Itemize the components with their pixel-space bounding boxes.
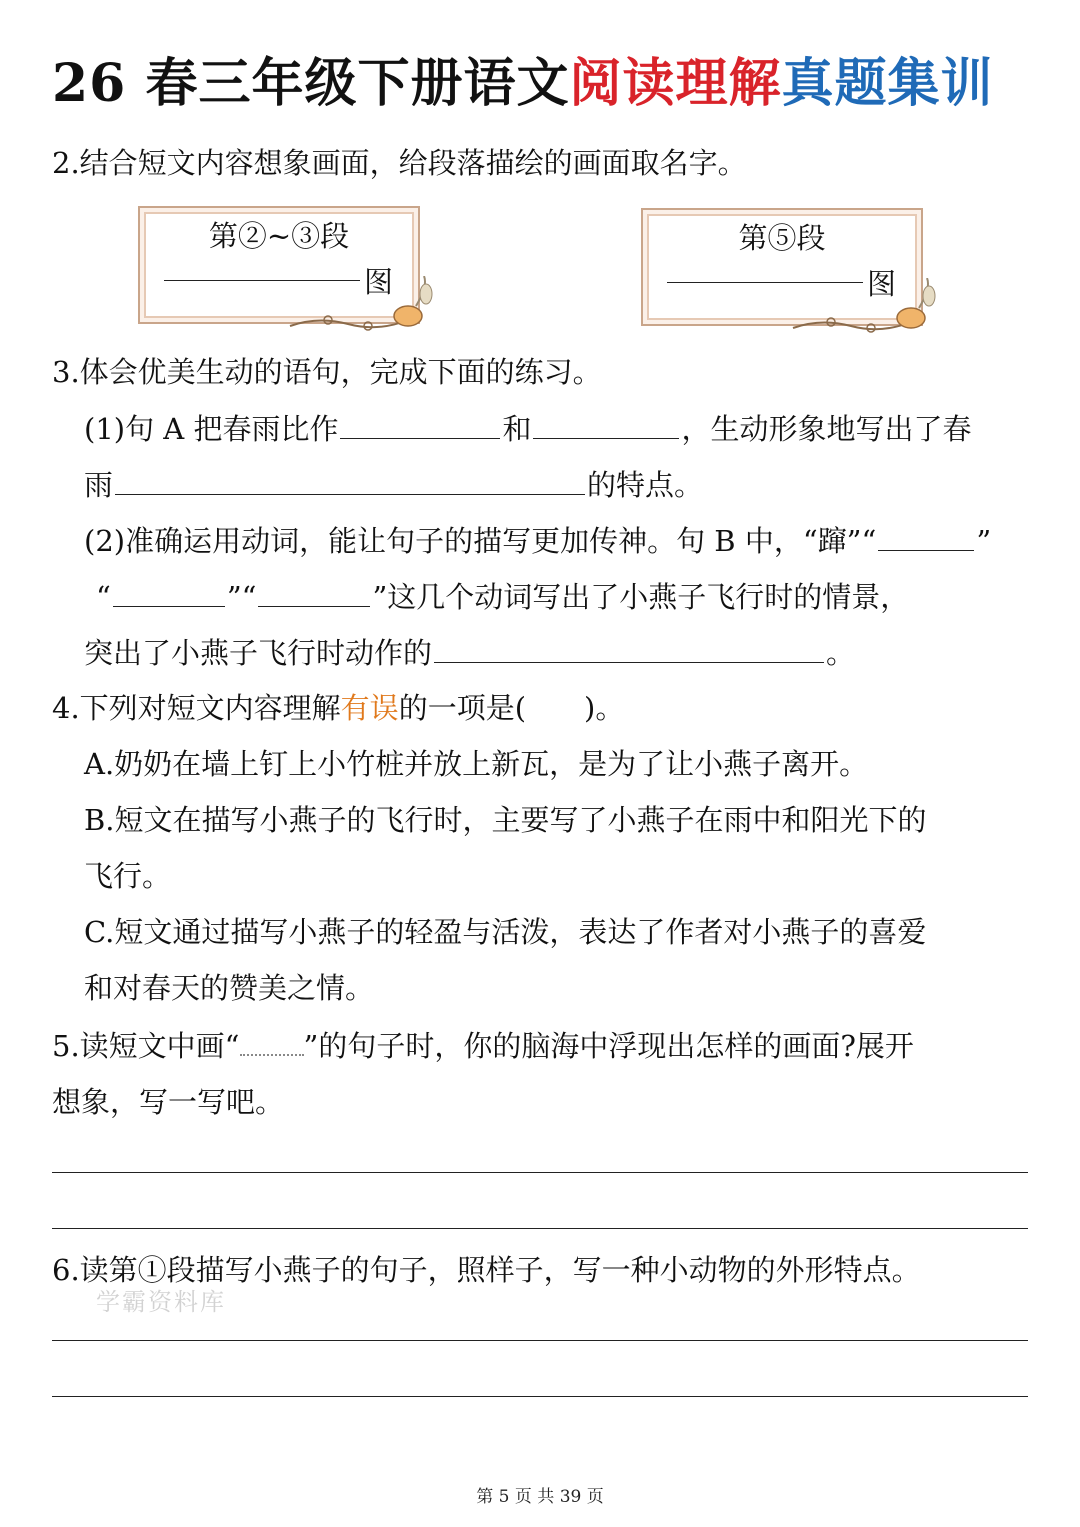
title-main: 26 春三年级下册语文 (52, 53, 570, 114)
question-3-2-line-2: “ ”“ ”这几个动词写出了小燕子飞行时的情景， (96, 576, 909, 617)
highlight-text: 有误 (340, 691, 399, 725)
frame-2-suffix: 图 (867, 267, 897, 301)
picture-name-frame-1 (138, 206, 420, 324)
frame-1-suffix: 图 (364, 265, 394, 299)
option-b-line-2: 飞行。 (84, 859, 172, 893)
leaf-ornament-icon (791, 278, 941, 338)
answer-line[interactable] (52, 1396, 1028, 1397)
wavy-underline-mark (240, 1024, 304, 1056)
frame-1-label: 第②~③段 (208, 219, 350, 253)
question-4-prompt: 4.下列对短文内容理解有误的一项是( )。 (52, 691, 625, 725)
question-2-prompt: 2.结合短文内容想象画面，给段落描绘的画面取名字。 (52, 146, 747, 180)
question-3-2-line-1: (2)准确运用动词，能让句子的描写更加传神。句 B 中，“蹿”“ ” (84, 520, 991, 561)
answer-blank[interactable] (340, 408, 500, 439)
watermark: 学霸资料库 (96, 1288, 226, 1316)
question-3-1-line-1: (1)句 A 把春雨比作 和 ，生动形象地写出了春 (84, 408, 972, 449)
answer-blank[interactable] (878, 520, 974, 551)
leaf-ornament-icon (288, 276, 438, 336)
title-highlight-red: 阅读理解 (569, 53, 782, 114)
title-highlight-blue: 真题集训 (781, 53, 994, 114)
option-c-line-1: C.短文通过描写小燕子的轻盈与活泼，表达了作者对小燕子的喜爱 (84, 915, 927, 949)
answer-blank[interactable] (533, 408, 679, 439)
answer-blank[interactable] (258, 576, 370, 607)
option-b-line-1: B.短文在描写小燕子的飞行时，主要写了小燕子在雨中和阳光下的 (84, 803, 927, 837)
answer-line[interactable] (52, 1228, 1028, 1229)
frame-2-label: 第⑤段 (738, 221, 826, 255)
page-footer: 第 5 页 共 39 页 (476, 1487, 604, 1507)
question-6-prompt: 6.读第①段描写小燕子的句子，照样子，写一种小动物的外形特点。 (52, 1253, 921, 1287)
question-3-1-line-2: 雨 的特点。 (84, 464, 703, 505)
question-3-2-line-3: 突出了小燕子飞行时动作的 。 (84, 632, 855, 673)
option-c-line-2: 和对春天的赞美之情。 (84, 971, 375, 1005)
question-5-prompt-line-2: 想象，写一写吧。 (52, 1085, 285, 1119)
option-a: A.奶奶在墙上钉上小竹桩并放上新瓦，是为了让小燕子离开。 (84, 747, 869, 781)
question-3-prompt: 3.体会优美生动的语句，完成下面的练习。 (52, 355, 602, 389)
answer-blank[interactable] (115, 464, 585, 495)
question-5-prompt-line-1: 5.读短文中画“ ”的句子时，你的脑海中浮现出怎样的画面?展开 (52, 1024, 914, 1066)
answer-blank[interactable] (113, 576, 225, 607)
picture-name-frame-2 (641, 208, 923, 326)
answer-line[interactable] (52, 1172, 1028, 1173)
answer-blank[interactable] (434, 632, 824, 663)
page-title (52, 48, 1042, 120)
answer-line[interactable] (52, 1340, 1028, 1341)
